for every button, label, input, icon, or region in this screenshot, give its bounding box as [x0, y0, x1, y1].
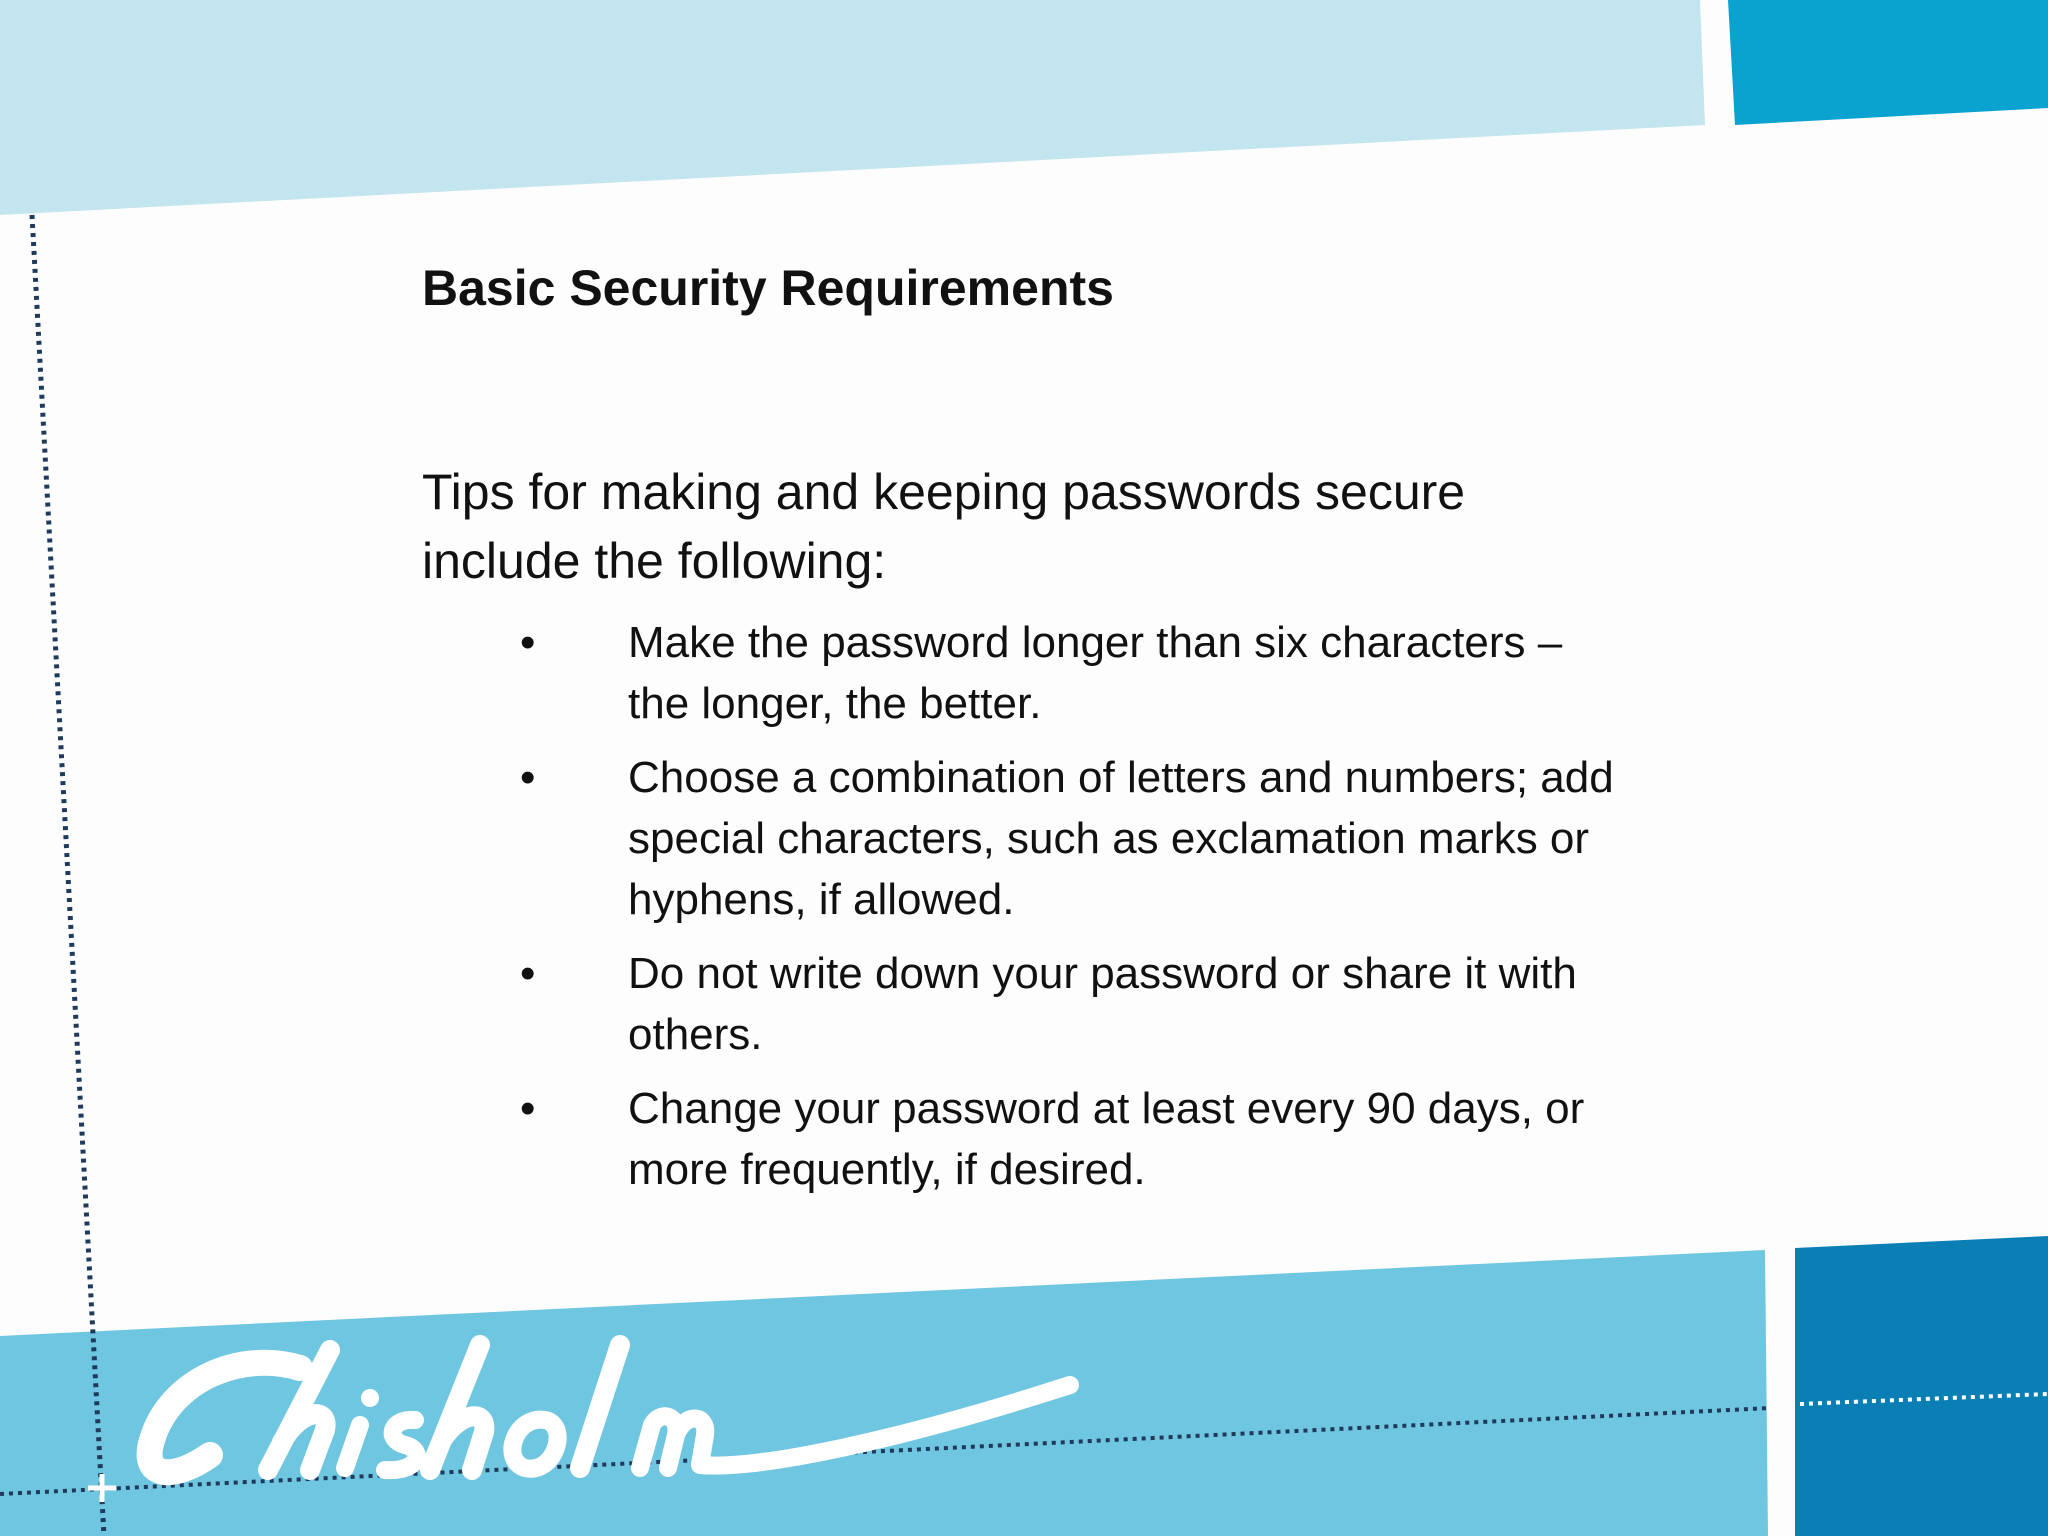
tip-text: Make the password longer than six characters – the longer, the better.: [628, 618, 1563, 728]
list-item: [520, 747, 1620, 930]
top-band: [0, 0, 1705, 215]
bullet-icon: •: [520, 949, 536, 998]
list-item: [520, 943, 1620, 1065]
intro-text: Tips for making and keeping passwords secure include the following:: [422, 464, 1466, 589]
list-item: [520, 612, 1620, 734]
top-right-block: [1728, 0, 2048, 125]
bullet-icon: •: [520, 753, 536, 802]
tips-list: [520, 612, 1620, 1213]
bullet-icon: •: [520, 1084, 536, 1133]
bottom-right-block: [1795, 1236, 2048, 1536]
bullet-icon: •: [520, 618, 536, 667]
bottom-band: [0, 1250, 1768, 1536]
tip-text: Change your password at least every 90 days, or more frequently, if desired.: [628, 1084, 1585, 1194]
list-item: [520, 1078, 1620, 1200]
tip-text: Choose a combination of letters and numbers; add special characters, such as exclamation marks or hyphens, if allowed.: [628, 753, 1614, 924]
tip-text: Do not write down your password or share it with others.: [628, 949, 1577, 1059]
slide-title: Basic Security Requirements: [422, 260, 1114, 316]
